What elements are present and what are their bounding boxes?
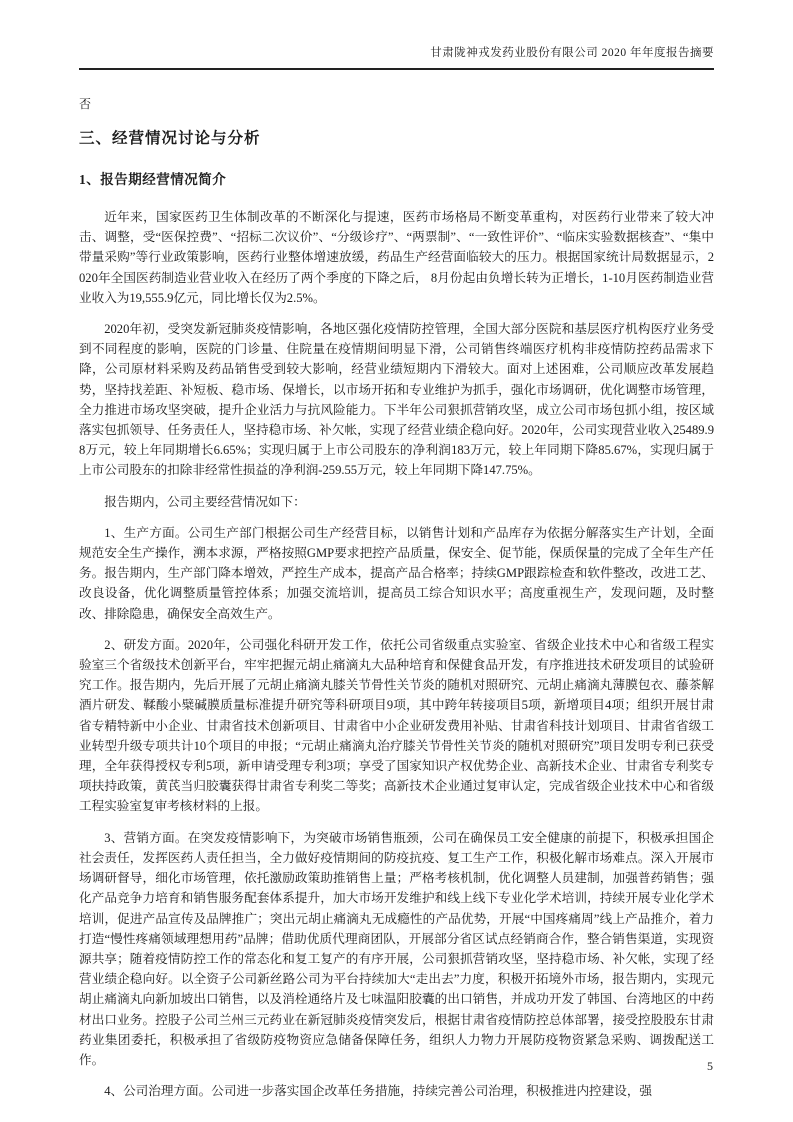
header-title: 甘肃陇神戎发药业股份有限公司 2020 年年度报告摘要 bbox=[430, 47, 714, 59]
paragraph-governance: 4、公司治理方面。公司进一步落实国企改革任务措施，持续完善公司治理，积极推进内控建设，强 bbox=[104, 1084, 653, 1099]
answer-text: 否 bbox=[79, 97, 92, 111]
paragraph-production: 1、生产方面。公司生产部门根据公司生产经营目标，以销售计划和产品库存为依据分解落实生产计划，全面规范安全生产操作，溯本求源，严格按照GMP要求把控产品质量，保安全、促节能，保质保量的完成了全年生产任务。报告期内，生产部门降本增效，严控生产成本，提高产品合格率；持续GMP跟踪检查和软件整改，改进工艺、改良设备，优化调整质量管控体系；加强交流培训，提高员工综合知识水平；高度重视生产，发现问题，及时整改、排除隐患，确保安全高效生产。 bbox=[79, 525, 714, 621]
paragraph-operations-intro: 报告期内，公司主要经营情况如下： bbox=[104, 494, 306, 509]
subsection-heading: 1、报告期经营情况简介 bbox=[79, 172, 227, 187]
paragraph-covid-impact-results: 2020年初，受突发新冠肺炎疫情影响，各地区强化疫情防控管理，全国大部分医院和基层医疗机构医疗业务受到不同程度的影响，医院的门诊量、住院量在疫情期间明显下滑，公司销售终端医疗机构非疫情防控药品需求下降，公司原材料采购及药品销售受到较大影响，经营业绩短期内下滑较大。面对上述困难，公司顺应改革发展趋势，坚持找差距、补短板、稳市场、保增长，以市场开拓和专业维护为抓手，强化市场调研，优化调整市场管理，全力推进市场攻坚突破，提升企业活力与抗风险能力。下半年公司狠抓营销攻坚，成立公司市场包抓小组，按区域落实包抓领导、任务责任人，坚持稳市场、补欠帐，实现了经营业绩企稳向好。2020年，公司实现营业收入25489.98万元，较上年同期增长6.65%；实现归属于上市公司股东的净利润183万元，较上年同期下降85.67%，实现归属于上市公司股东的扣除非经常性损益的净利润-259.55万元，较上年同期下降147.75%。 bbox=[79, 322, 714, 478]
paragraph-industry-overview: 近年来，国家医药卫生体制改革的不断深化与提速，医药市场格局不断变革重构，对医药行业带来了较大冲击、调整，受“医保控费”、“招标二次议价”、“分级诊疗”、“两票制”、“一致性评价”、“临床实验数据核查”、“集中带量采购”等行业政策影响，医药行业整体增速放缓，药品生产经营面临较大的压力。根据国家统计局数据显示，2020年全国医药制造业营业收入在经历了两个季度的下降之后， 8月份起由负增长转为正增长，1-10月医药制造业营业收入为19,555.9亿元，同比增长仅为2.5%。 bbox=[79, 210, 714, 305]
page-number: 5 bbox=[707, 1059, 713, 1073]
page-content bbox=[79, 96, 714, 1101]
section-heading: 三、经营情况讨论与分析 bbox=[79, 130, 261, 147]
paragraph-research-development: 2、研发方面。2020年，公司强化科研开发工作，依托公司省级重点实验室、省级企业技术中心和省级工程实验室三个省级技术创新平台，牢牢把握元胡止痛滴丸大品种培育和保健食品开发，有序推进技术研发项目的试验研究工作。报告期内，先后开展了元胡止痛滴丸膝关节骨性关节炎的随机对照研究、元胡止痛滴丸薄膜包衣、藤茶解酒片研发、鞣酸小檗碱膜质量标准提升研究等科研项目9项，其中跨年转接项目5项，新增项目4项；组织开展甘肃省专精特新中小企业、甘肃省技术创新项目、甘肃省中小企业研发费用补贴、甘肃省科技计划项目、甘肃省省级工业转型升级专项共计10个项目的申报；“元胡止痛滴丸治疗膝关节骨性关节炎的随机对照研究”项目发明专利已获受理，全年获得授权专利5项，新申请受理专利3项；享受了国家知识产权优势企业、高新技术企业、甘肃省专利奖专项扶持政策，黄芪当归胶囊获得甘肃省专利奖二等奖；高新技术企业通过复审认定，完成省级企业技术中心和省级工程实验室复审考核材料的上报。 bbox=[79, 637, 714, 814]
page-header bbox=[79, 0, 714, 70]
paragraph-marketing: 3、营销方面。在突发疫情影响下，为突破市场销售瓶颈，公司在确保员工安全健康的前提下，积极承担国企社会责任，发挥医药人责任担当，全力做好疫情期间的防疫抗疫、复工生产工作，积极化解市场难点。深入开展市场调研督导，细化市场管理，依托激励政策助推销售上量；严格考核机制，优化调整人员建制，加强普药销售；强化产品竞争力培育和销售服务配套体系提升，加大市场开发维护和线上线下专业化学术培训，持续开展专业化学术培训，促进产品宣传及品牌推广；突出元胡止痛滴丸无成瘾性的产品优势，开展“中国疼痛周”线上产品推介，着力打造“慢性疼痛领域理想用药”品牌；借助优质代理商团队，开展部分省区试点经销商合作，整合销售渠道，实现资源共享；随着疫情防控工作的常态化和复工复产的有序开展，公司狠抓营销攻坚，坚持稳市场、补欠帐，实现了经营业绩企稳向好。以全资子公司新丝路公司为平台持续加大“走出去”力度，积极开拓境外市场，报告期内，实现元胡止痛滴丸向新加坡出口销售，以及消栓通络片及七味温阳胶囊的出口销售，并成功开发了韩国、台湾地区的中药材出口业务。控股子公司兰州三元药业在新冠肺炎疫情突发后，根据甘肃省疫情防控总体部署，接受控股股东甘肃药业集团委托，积极承担了省级防疫物资应急储备保障任务，组织人力物力开展防疫物资紧急采购、调拨配送工作。 bbox=[79, 830, 714, 1067]
